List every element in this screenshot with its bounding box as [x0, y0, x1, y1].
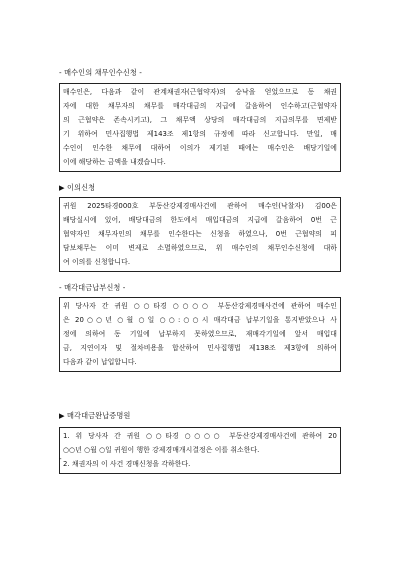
content-line: 의 근협약은 존속시키고), 그 채무액 상당의 매각대금의 지급의무를 면제받: [63, 115, 337, 124]
content-line: 이에 해당하는 금액을 내겠습니다.: [63, 157, 166, 166]
content-line: 담보채무는 이미 변제로 소멸하였으므로, 위 매수인의 채무인수신청에 대하: [63, 243, 337, 252]
content-line: 여 이의를 신청합니다.: [63, 257, 131, 266]
section-heading-payment-request: - 매각대금납부신청 -: [59, 283, 126, 292]
trailing-mark: -: [59, 454, 62, 463]
content-line: 다음과 같이 납입합니다.: [63, 357, 137, 366]
content-line: 자에 대한 채무자의 채무를 매각대금의 지급에 갈음하여 인수하고(근협약자: [63, 101, 337, 110]
content-line: 귀원 2025타경000호 부동산강제경매사건에 관하여 매수인(낙찰자) 김00은: [63, 202, 337, 210]
content-line: 1. 위 당사자 간 귀원 ○○타경 ○○○○ 부동산강제경매사건에 관하여 20: [63, 432, 337, 440]
content-line: 은 20○○년 ○월 ○일 ○○:○○시 매각대금 납부기일을 통지받았으나 사: [63, 315, 337, 324]
content-box-payment-request: [59, 297, 341, 372]
content-line: 협약자인 채무자인의 채무를 인수한다는 신청을 하였으나, 0번 근협약의 피: [63, 229, 337, 238]
section-heading-debt-assumption: - 매수인의 채무인수신청 -: [59, 68, 142, 77]
content-box-payment-certificate: [59, 427, 341, 474]
content-line: 2. 채권자의 이 사건 경매신청을 각하한다.: [63, 459, 191, 468]
content-line: 정에 의하여 동 기일에 납부하지 못하였으므로, 재매각기일에 앞서 매입대: [63, 329, 337, 338]
content-line: 수인이 인수한 채무에 대하여 이의가 제기된 때에는 매수인은 배당기일에: [63, 143, 337, 152]
content-line: 매수인은, 다음과 같이 관계채권자(근협약자)의 승낙을 얻었으므로 동 채권: [63, 88, 337, 96]
content-line: 기 위하여 민사집행법 제143조 제1항의 규정에 따라 신고합니다. 만일, 매: [63, 129, 337, 138]
section-heading-payment-certificate: ▶ 매각대금완납증명원: [59, 411, 131, 420]
content-box-debt-assumption: [59, 83, 341, 172]
section-heading-objection: ▶ 이의신청: [59, 183, 96, 192]
content-line: 금, 지연이자 및 절차비용을 합산하여 민사집행법 제138조 제3항에 의하여: [63, 343, 337, 352]
content-line: ○○년 ○월 ○일 귀원이 행한 강제경매개시결정은 이를 취소한다.: [63, 445, 260, 454]
content-box-objection: [59, 197, 341, 272]
content-line: 배당실시에 있어, 배당대금의 한도에서 매입대금의 지급에 갈음하여 0번 근: [63, 215, 337, 224]
content-line: 위 당사자 간 귀원 ○○타경 ○○○○ 부동산강제경매사건에 관하여 매수인: [63, 302, 337, 310]
